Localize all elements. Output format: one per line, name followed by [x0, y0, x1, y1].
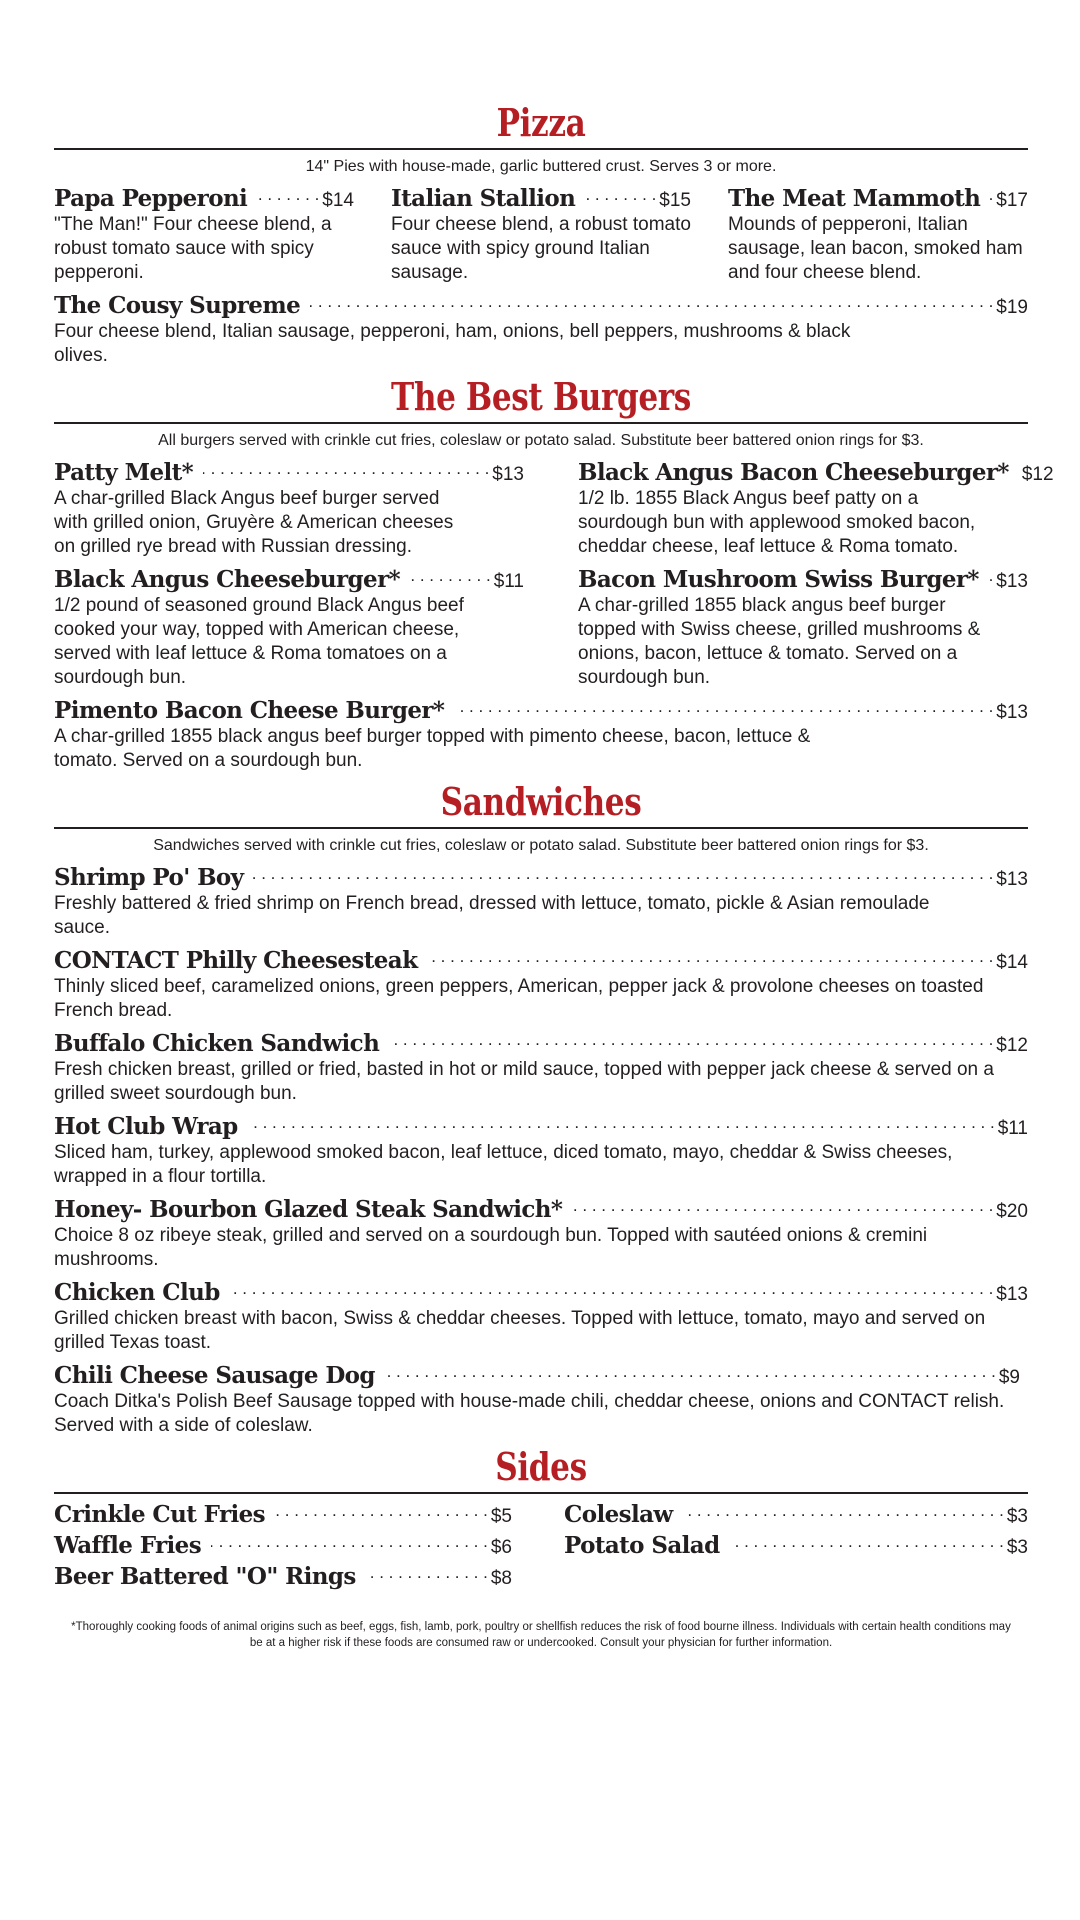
menu-item: [54, 1195, 1028, 1272]
item-description: Grilled chicken breast with bacon, Swiss & cheddar cheeses. Topped with lettuce, tomato, mayo and served on grilled Texas toast.: [54, 1308, 986, 1353]
sandwiches-subtitle: Sandwiches served with crinkle cut fries, coleslaw or potato salad. Substitute beer battered onion rings for $3.: [153, 837, 929, 854]
item-price: $11: [997, 1118, 1028, 1139]
item-price: $13: [996, 869, 1028, 890]
dot-leader: [427, 946, 993, 968]
item-name: CONTACT Philly Cheesesteak: [54, 947, 418, 974]
section-divider: [54, 1492, 1028, 1494]
item-price: $19: [996, 297, 1028, 318]
item-description: A char-grilled 1855 black angus beef burger topped with pimento cheese, bacon, lettuce & tomato. Served on a sourdough bun.: [54, 726, 811, 771]
side-item: [54, 1562, 512, 1591]
item-name: Chili Cheese Sausage Dog: [54, 1362, 375, 1389]
menu-item: [578, 458, 1054, 559]
item-name: Black Angus Bacon Cheeseburger*: [578, 459, 1009, 486]
sides-title: Sides: [495, 1444, 587, 1489]
dot-leader: [989, 565, 993, 587]
item-price: $20: [996, 1201, 1028, 1222]
item-name: Buffalo Chicken Sandwich: [54, 1030, 380, 1057]
item-price: $13: [996, 1284, 1028, 1305]
dot-leader: [230, 1278, 994, 1300]
dot-leader: [211, 1531, 488, 1553]
menu-item: [54, 863, 1028, 940]
item-name: Papa Pepperoni: [54, 185, 248, 212]
menu-item: [391, 184, 691, 285]
item-price: $12: [996, 1035, 1028, 1056]
item-description: Choice 8 oz ribeye steak, grilled and served on a sourdough bun. Topped with sautéed onions & cremini mushrooms.: [54, 1225, 928, 1270]
item-name: Bacon Mushroom Swiss Burger*: [578, 566, 979, 593]
item-name: Honey- Bourbon Glazed Steak Sandwich*: [54, 1196, 563, 1223]
burgers-subtitle: All burgers served with crinkle cut fries, coleslaw or potato salad. Substitute beer battered onion rings for $3.: [158, 432, 924, 449]
item-name: Potato Salad: [564, 1532, 720, 1559]
item-description: A char-grilled 1855 black angus beef burger topped with Swiss cheese, grilled mushrooms & onions, bacon, lettuce & tomato. Served on a sourdough bun.: [578, 595, 981, 688]
side-item: [564, 1500, 1028, 1529]
dot-leader: [275, 1500, 488, 1522]
menu-item: [54, 184, 354, 285]
item-description: 1/2 lb. 1855 Black Angus beef patty on a sourdough bun with applewood smoked bacon, cheddar cheese, leaf lettuce & Roma tomato.: [578, 488, 976, 557]
item-description: Four cheese blend, a robust tomato sauce with spicy ground Italian sausage.: [391, 214, 691, 283]
dot-leader: [572, 1195, 993, 1217]
dot-leader: [257, 184, 319, 206]
side-item: [54, 1500, 512, 1529]
item-description: Sliced ham, turkey, applewood smoked bacon, leaf lettuce, diced tomato, mayo, cheddar & Swiss cheeses, wrapped in a flour tortilla.: [54, 1142, 953, 1187]
item-price: $5: [490, 1506, 512, 1527]
item-name: Waffle Fries: [54, 1532, 202, 1559]
item-price: $12: [1021, 464, 1054, 485]
item-price: $13: [492, 464, 524, 485]
item-name: The Cousy Supreme: [54, 292, 301, 319]
item-name: Pimento Bacon Cheese Burger*: [54, 697, 445, 724]
dot-leader: [248, 1112, 995, 1134]
dot-leader: [454, 696, 993, 718]
menu-item: [54, 1112, 1028, 1189]
item-description: Freshly battered & fried shrimp on French bread, dressed with lettuce, tomato, pickle & Asian remoulade sauce.: [54, 893, 930, 938]
burgers-title: The Best Burgers: [391, 374, 691, 419]
menu-item: [54, 1278, 1028, 1355]
menu-item: [54, 946, 1028, 1023]
item-description: Mounds of pepperoni, Italian sausage, lean bacon, smoked ham and four cheese blend.: [728, 214, 1023, 283]
item-price: $14: [322, 190, 354, 211]
pizza-subtitle: 14" Pies with house-made, garlic buttered crust. Serves 3 or more.: [305, 158, 777, 175]
item-name: Beer Battered "O" Rings: [54, 1563, 356, 1590]
item-description: 1/2 pound of seasoned ground Black Angus beef cooked your way, topped with American cheese, served with leaf lettuce & Roma tomatoes on a sourdough bun.: [54, 595, 464, 688]
section-divider: [54, 422, 1028, 424]
menu-item: [54, 565, 524, 690]
section-divider: [54, 827, 1028, 829]
menu-item: [54, 458, 524, 559]
item-price: $3: [1006, 1506, 1028, 1527]
item-name: Coleslaw: [564, 1501, 673, 1528]
side-item: [54, 1531, 512, 1560]
dot-leader: [253, 863, 993, 885]
menu-item: [728, 184, 1028, 285]
dot-leader: [683, 1500, 1004, 1522]
item-name: Chicken Club: [54, 1279, 220, 1306]
item-description: Thinly sliced beef, caramelized onions, green peppers, American, pepper jack & provolone cheeses on toasted French bread.: [54, 976, 984, 1021]
dot-leader: [385, 1361, 996, 1383]
item-description: Fresh chicken breast, grilled or fried, basted in hot or mild sauce, topped with pepper jack cheese & served on a grilled sweet sourdough bun.: [54, 1059, 994, 1104]
item-price: $13: [996, 571, 1028, 592]
dot-leader: [730, 1531, 1004, 1553]
menu-item: [54, 1361, 1028, 1438]
item-name: Shrimp Po' Boy: [54, 864, 244, 891]
menu-item: [54, 696, 1028, 773]
item-name: Patty Melt*: [54, 459, 194, 486]
item-price: $14: [996, 952, 1028, 973]
item-price: $13: [996, 702, 1028, 723]
menu-page: [54, 100, 1054, 1651]
sandwiches-title: Sandwiches: [440, 779, 642, 824]
pizza-section: [54, 100, 1028, 368]
dot-leader: [366, 1562, 488, 1584]
item-description: Four cheese blend, Italian sausage, pepperoni, ham, onions, bell peppers, mushrooms & black olives.: [54, 321, 851, 366]
item-price: $11: [493, 571, 524, 592]
health-disclaimer: *Thoroughly cooking foods of animal origins such as beef, eggs, fish, lamb, pork, poultry or shellfish reduces the risk of food bourne illness. Individuals with certain health conditions may be at a higher risk if these foods are consumed raw or undercooked. Consult your physician for further information.: [71, 1621, 1011, 1649]
side-item: [564, 1531, 1028, 1560]
item-description: Coach Ditka's Polish Beef Sausage topped with house-made chili, cheddar cheese, onions and CONTACT relish. Served with a side of coleslaw.: [54, 1391, 1005, 1436]
item-description: A char-grilled Black Angus beef burger served with grilled onion, Gruyère & American cheeses on grilled rye bread with Russian dressing.: [54, 488, 454, 557]
item-price: $9: [998, 1367, 1020, 1388]
dot-leader: [585, 184, 656, 206]
menu-item: [578, 565, 1028, 690]
item-price: $3: [1006, 1537, 1028, 1558]
dot-leader: [310, 291, 993, 313]
menu-item: [54, 1029, 1028, 1106]
dot-leader: [410, 565, 491, 587]
item-name: Black Angus Cheeseburger*: [54, 566, 401, 593]
item-name: Hot Club Wrap: [54, 1113, 238, 1140]
item-price: $17: [996, 190, 1028, 211]
item-name: Crinkle Cut Fries: [54, 1501, 266, 1528]
item-name: The Meat Mammoth: [728, 185, 981, 212]
dot-leader: [990, 184, 993, 206]
pizza-title: Pizza: [496, 100, 586, 145]
dot-leader: [389, 1029, 993, 1051]
item-price: $6: [490, 1537, 512, 1558]
burgers-section: [54, 374, 1054, 773]
item-price: $15: [659, 190, 691, 211]
section-divider: [54, 148, 1028, 150]
menu-item: [54, 291, 1028, 368]
item-name: Italian Stallion: [391, 185, 576, 212]
dot-leader: [203, 458, 489, 480]
item-description: "The Man!" Four cheese blend, a robust tomato sauce with spicy pepperoni.: [54, 214, 332, 283]
item-price: $8: [490, 1568, 512, 1589]
sides-section: [54, 1444, 1028, 1593]
sandwiches-section: [54, 779, 1028, 1438]
